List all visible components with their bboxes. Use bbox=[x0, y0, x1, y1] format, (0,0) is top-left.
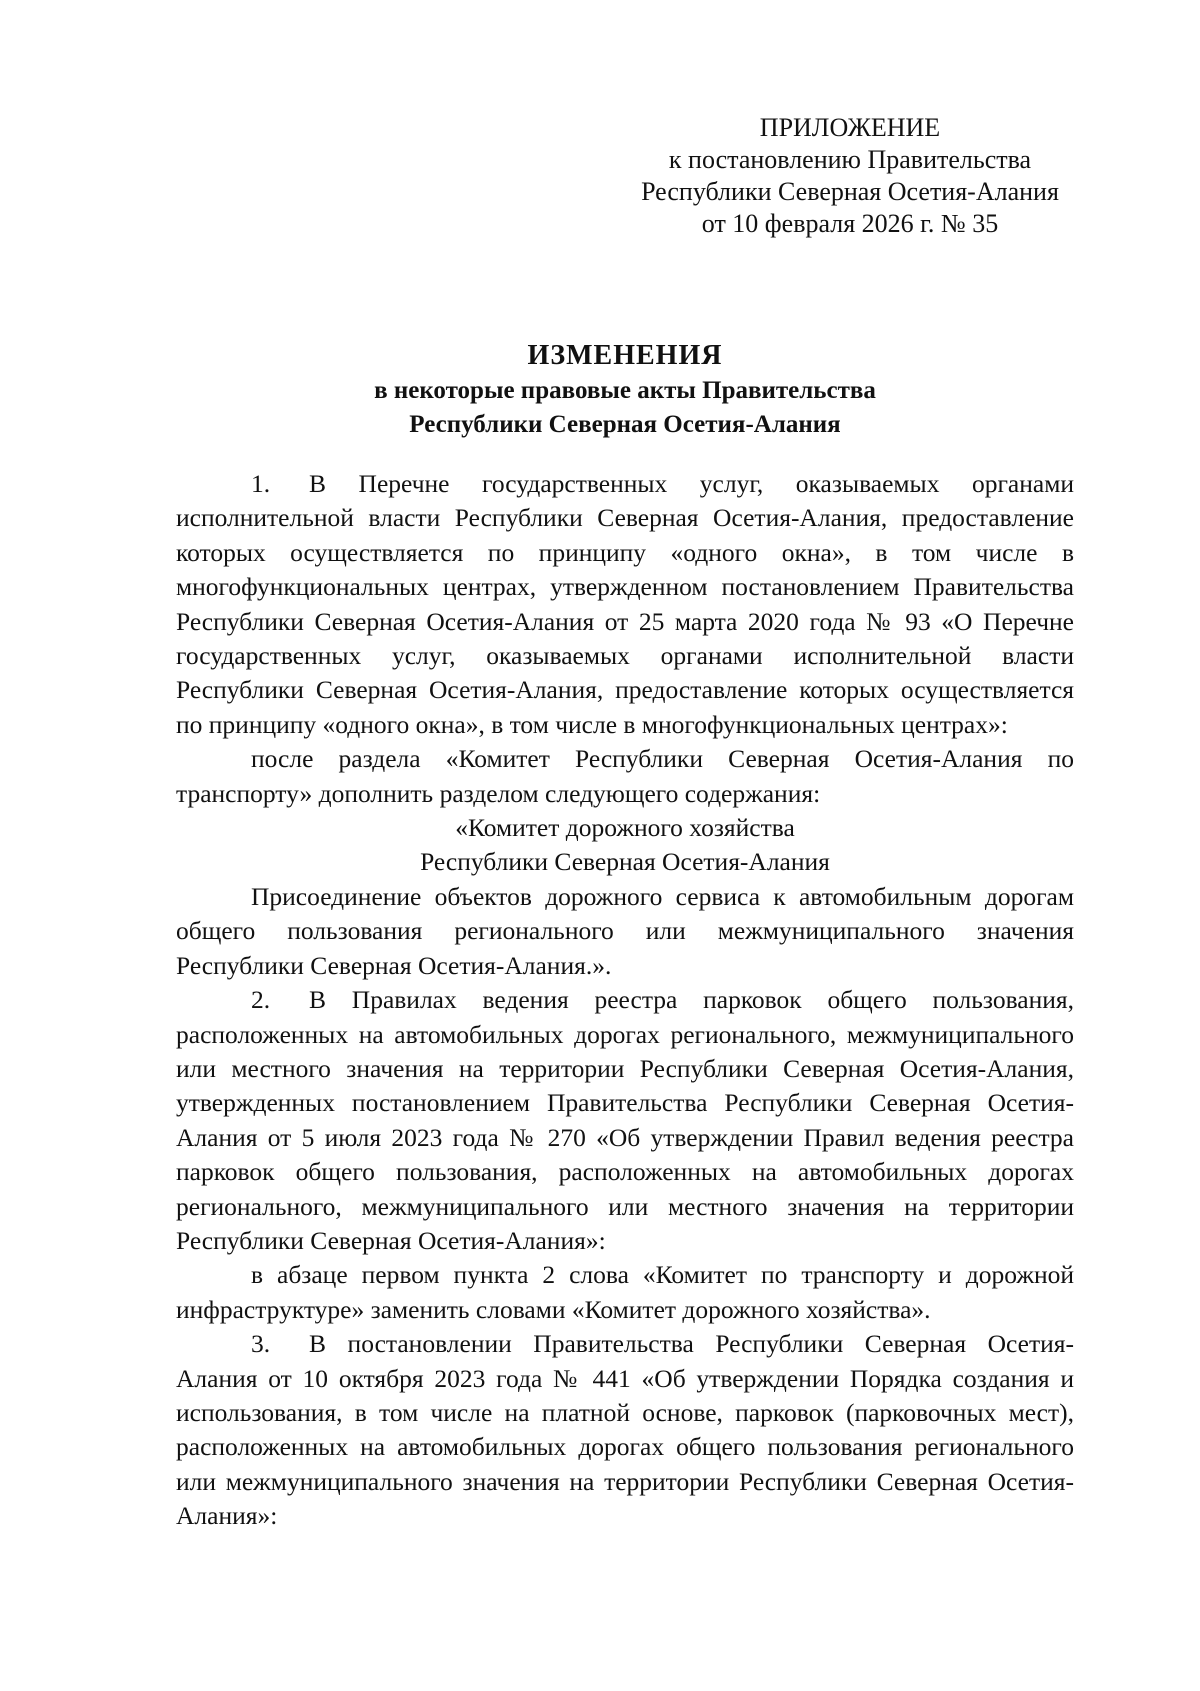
paragraph-3 bbox=[176, 1327, 1074, 1533]
section-service-text: Присоединение объектов дорожного сервиса к автомобильным дорогам общего пользования регионального или межмуниципального значения Республики Северная Осетия-Алания.». bbox=[176, 881, 1074, 980]
appendix-label: ПРИЛОЖЕНИЕ bbox=[759, 113, 941, 142]
appendix-date-number: от 10 февраля 2026 г. № 35 bbox=[701, 209, 999, 238]
appendix-reference: к постановлению Правительства bbox=[668, 145, 1032, 174]
section-heading-line-1: «Комитет дорожного хозяйства bbox=[455, 813, 795, 843]
paragraph-2 bbox=[176, 983, 1074, 1258]
paragraph-2-number: 2. bbox=[251, 985, 271, 1015]
paragraph-2-amendment: в абзаце первом пункта 2 слова «Комитет по транспорту и дорожной инфраструктуре» заменить словами «Комитет дорожного хозяйства». bbox=[176, 1260, 1074, 1324]
paragraph-2-text: В Правилах ведения реестра парковок общего пользования, расположенных на автомобильных дорогах регионального, межмуниципального или местного значения на территории Республики Северная Осетия-Алания, утвержденных постановлением Правительства Республики Северная Осетия-Алания от 5 июля 2023 года № 270 «Об утверждении Правил ведения реестра парковок общего пользования, расположенных на автомобильных дорогах регионального, межмуниципального или местного значения на территории Республики Северная Осетия-Алания»: bbox=[176, 985, 1074, 1255]
title-main: ИЗМЕНЕНИЯ bbox=[527, 340, 723, 371]
document-body bbox=[176, 467, 1074, 1534]
paragraph-1 bbox=[176, 467, 1074, 742]
appendix-header bbox=[600, 112, 1100, 240]
paragraph-3-text: В постановлении Правительства Республики Северная Осетия-Алания от 10 октября 2023 года № 441 «Об утверждении Порядка создания и использования, в том числе на платной основе, парковок (парковочных мест), расположенных на автомобильных дорогах общего пользования регионального или межмуниципального значения на территории Республики Северная Осетия-Алания»: bbox=[176, 1329, 1074, 1531]
paragraph-1-amendment: после раздела «Комитет Республики Северная Осетия-Алания по транспорту» дополнить разделом следующего содержания: bbox=[176, 744, 1074, 808]
paragraph-1-number: 1. bbox=[251, 469, 271, 498]
section-heading-line-2: Республики Северная Осетия-Алания bbox=[420, 847, 830, 877]
paragraph-1-text: В Перечне государственных услуг, оказываемых органами исполнительной власти Республики Северная Осетия-Алания, предоставление которых осуществляется по принципу «одного окна», в том числе в многофункциональных центрах, утвержденном постановлением Правительства Республики Северная Осетия-Алания от 25 марта 2020 года № 93 «О Перечне государственных услуг, оказываемых органами исполнительной власти Республики Северная Осетия-Алания, предоставление которых осуществляется по принципу «одного окна», в том числе в многофункциональных центрах»: bbox=[176, 469, 1074, 739]
document-title bbox=[176, 338, 1074, 442]
title-line-2: в некоторые правовые акты Правительства bbox=[374, 377, 876, 404]
paragraph-3-number: 3. bbox=[251, 1329, 271, 1359]
title-line-3: Республики Северная Осетия-Алания bbox=[409, 411, 841, 438]
appendix-republic: Республики Северная Осетия-Алания bbox=[641, 177, 1059, 206]
